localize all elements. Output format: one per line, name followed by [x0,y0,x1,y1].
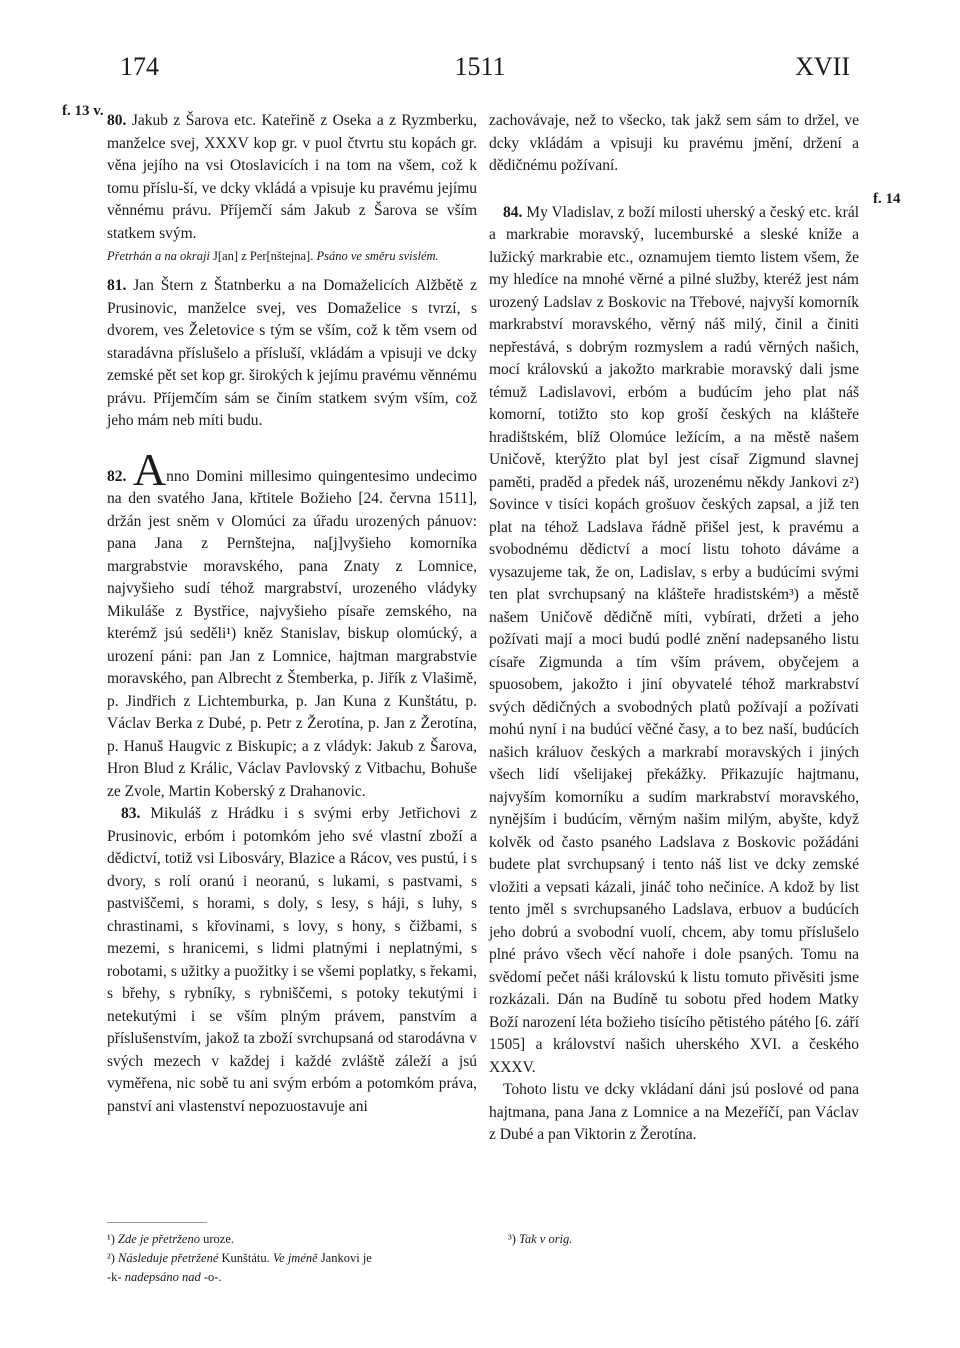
running-year: 1511 [454,52,506,81]
editorial-note-plain: J[an] z Per[nštejna]. [213,249,314,263]
footnote-plain: Jankovi je [320,1251,372,1265]
initial-letter: A [132,443,167,495]
entry-number: 82. [107,467,127,485]
entry-83-continuation: zachovávaje, než to všecko, tak jakž sem sám to držel, ve dcky vkládám a vpisuji ku pravému jmění, držení a dědičnému požívaní. [489,112,859,174]
footnote-1 [107,1230,477,1249]
footnote-plain: Kunštátu. [221,1251,270,1265]
entry-82 [107,443,477,804]
folio-marker-right: f. 14 [873,191,901,207]
editorial-note-italic: Přetrhán a na okraji [107,249,210,263]
footnote-italic: Tak v orig. [519,1232,573,1246]
editorial-note [107,247,477,265]
footnotes-right [508,1230,878,1249]
footnote-italic: nadepsáno nad [124,1270,201,1284]
footnote-italic: Následuje přetržené [118,1251,219,1265]
entry-84 [489,202,859,1080]
page-number: 174 [120,52,159,81]
footnote-rule [107,1222,207,1223]
entry-number: 84. [503,203,523,221]
entry-81 [107,275,477,433]
entry-text: Mikuláš z Hrádku i s svými erby Jetřichovi z Prusinovic, erbóm i potomkóm jeho své vlastní zboží a dědictví, totiž vsi Libosváry, Blazice a Rácov, ves pustú, i s dvory, s rolí oranú i neoranú, s lukami, s pastvami, s pastviščemi, s horami, s doly, s lesy, s háji, s luhy, s chrastinami, s křovinami, s lovy, s hony, s čižbami, s mezemi, s hranicemi, s lidmi platnými i neplatnými, s robotami, s užitky a puožitky i se všemi poplatky, s řekami, s břehy, s rybníky, s rybniščemi, s potoky tekutými i netekutými i se vším plným právem, panstvím a příslušenstvím, jakož ta zboží svrchupsaná od starodávna v svých mezech v každej i každé zvláště záleží a jsú vyměřena, nic sobě tu ani svým erbóm a potomkóm práva, panství ani vlastenství nepozuostavuje ani [107,805,478,1115]
entry-83 [107,803,477,1118]
footnote-plain: uroze. [203,1232,234,1246]
entry-80 [107,110,477,245]
entry-84-tail: Tohoto listu ve dcky vkládaní dáni jsú poslové od pana hajtmana, pana Jana z Lomnice a na Mezeříčí, pan Václav z Dubé a pan Viktorin z Žerotína. [489,1081,859,1143]
footnote-mark: ¹) [107,1232,115,1246]
footnote-3 [508,1230,878,1249]
section-roman-numeral: XVII [795,52,850,81]
footnote-plain: -o-. [203,1270,222,1284]
entry-text: My Vladislav, z boží milosti uherský a český etc. král a markrabie moravský, lucemburské a sleské kníže a lužický markrabie etc., oznamujem tiemto listem všem, že my hledíce na mnohé věrné a pilné služby, kteréž jest nám urozený Ladslav z Boskovic na Třebové, najvyší komorník markrabství moravského, věrný náš milý, činil a činiti nepřestává, s dobrým rozmyslem a radú věrných našich, mocí královskú a jakožto markrabie moravský dali jsme témuž Ladislavovi, erbóm a budúcím jeho plat náš komorní, totižto sto kop groší českých na klášteře hradištském, blíž Olomúce ležícím, a na městě našem Uničově, kterýžto plat byl jest císař Zigmund slavnej paměti, praděd a předek náš, urozenému někdy Jankovi z²) Sovince v tisíci kopách grošuov českých zapsal, a již ten plat na téhož Ladslava řádně přišel jest, k pravému a svobodnému dědictví a mocí listu tohoto dáváme a vysazujeme tak, že on, Ladislav, s erby a budúcími svými ten plat svrchupsaný na klášteře hradistském³) a městě našem Uničově dědičně míti, vybírati, držeti a jeho požívati mají a moci budú podlé znění nadepsaného listu císaře Zigmunda a tím vším právem, obyčejem a spuosobem, jakožto i jiní obyvatelé téhož markrabství svých dědičných a svobodných platů požívají a požívati mohú nyní i na budúcí věčné časy, a to bez naší, budúcích našich králuov českých a markrabí moravských i jiných všech lidí všelijakej překážky. Přikazujíc hajtmanu, najvyším komorníku a sudím markrabství moravského, nynějším i budúcím, věrným našim milým, abyšte, když kolvěk od často psaného Ladslava z Boskovic požádáni budete plat svrchupsaný i tento náš list ve dcky zemské vložiti a vepsati kázali, jináč toho nečiníce. A kdož by list tento jměl s svrchupsaného Ladslava, erbuov a budúcích jeho dobrú a svobodní vuolí, chcem, aby tomu příslušelo plné právo všech věcí nahoře i dole psaných. Tomu na svědomí pečet náši královskú k listu tomuto přivěsiti jsme rozkázali. Dán na Budíně tu sobotu před hodem Matky Boží narození léta božieho tisícího pětistého pátého [6. září 1505] a království našich uherského XVI. a českého XXXV. [489,203,860,1076]
footnote-2 [107,1249,477,1268]
footnote-italic: Zde je přetrženo [118,1232,200,1246]
footnote-italic: Ve jméně [272,1251,318,1265]
right-column [489,110,859,1147]
entry-text: nno Domini millesimo quingentesimo undecimo na den svatého Jana, křtitele Božieho [24. června 1511], držán jest sněm v Olomúci za úřadu urozených pánuov: pana Jana z Pernštejna, na[j]vyšieho komorníka margrabstvie moravského, pana Znaty z Lomnice, najvyšieho sudí téhož margrabství, urozeného vládyky Mikuláše z Bystřice, najvyšieho písaře zemského, na kterémž jsú seděli¹) kněz Stanislav, biskup olomúcký, a urození páni: pan Jan z Lomnice, hajtman margrabstvie moravského, pan Albrecht z Štemberka, p. Jiřík z Vlašimě, p. Jindřich z Lichtemburka, p. Jan Kuna z Kunštátu, p. Václav Berka z Dubé, p. Petr z Žerotína, p. Jan z Žerotína, p. Hanuš Haugvic z Biskupic; a z vládyk: Jakub z Šarova, Hron Blud z Králic, Václav Pavlovský z Vitbachu, Bohuše ze Zvole, Martin Koberský z Drahanovic. [107,467,477,800]
footnote-mark: ²) [107,1251,115,1265]
entry-number: 80. [107,112,127,129]
left-column [107,110,477,1118]
footnote-2-cont [107,1268,477,1287]
entry-text: Jakub z Šarova etc. Kateřině z Oseka a z Ryzmberku, manželce svej, XXXV kop gr. v puol čtvrtu stu kopách gr. věna jejího na vsi Otoslavicích i na tom na všem, což k tomu příslu-ší, ve dcky vkládá a vpisuje ku pravému jejímu věnnému právu. Příjemčí sám Jakub z Šarova se vším statkem svým. [107,112,478,242]
entry-number: 81. [107,277,127,294]
footnotes-left [107,1230,477,1287]
footnote-plain: -k- [107,1270,122,1284]
editorial-note-italic: Psáno ve směru svislém. [316,249,439,263]
entry-number: 83. [121,805,141,822]
folio-marker-left: f. 13 v. [62,103,104,119]
entry-text: Jan Štern z Štatnberku a na Domaželicích Alžbětě z Prusinovic, manželce svej, ves Domaželice s tvrzí, s dvorem, ves Želetovice s tým se vším, což k těm vsem od staradávna příslušelo a přísluší, vkládám a vpisuji ve dcky zemské pět set kop gr. širokých k jejímu pravému věnnému právu. Příjemčím sám se činím statkem svým vším, což jeho mám neb míti budu. [107,277,477,429]
footnote-mark: ³) [508,1232,516,1246]
